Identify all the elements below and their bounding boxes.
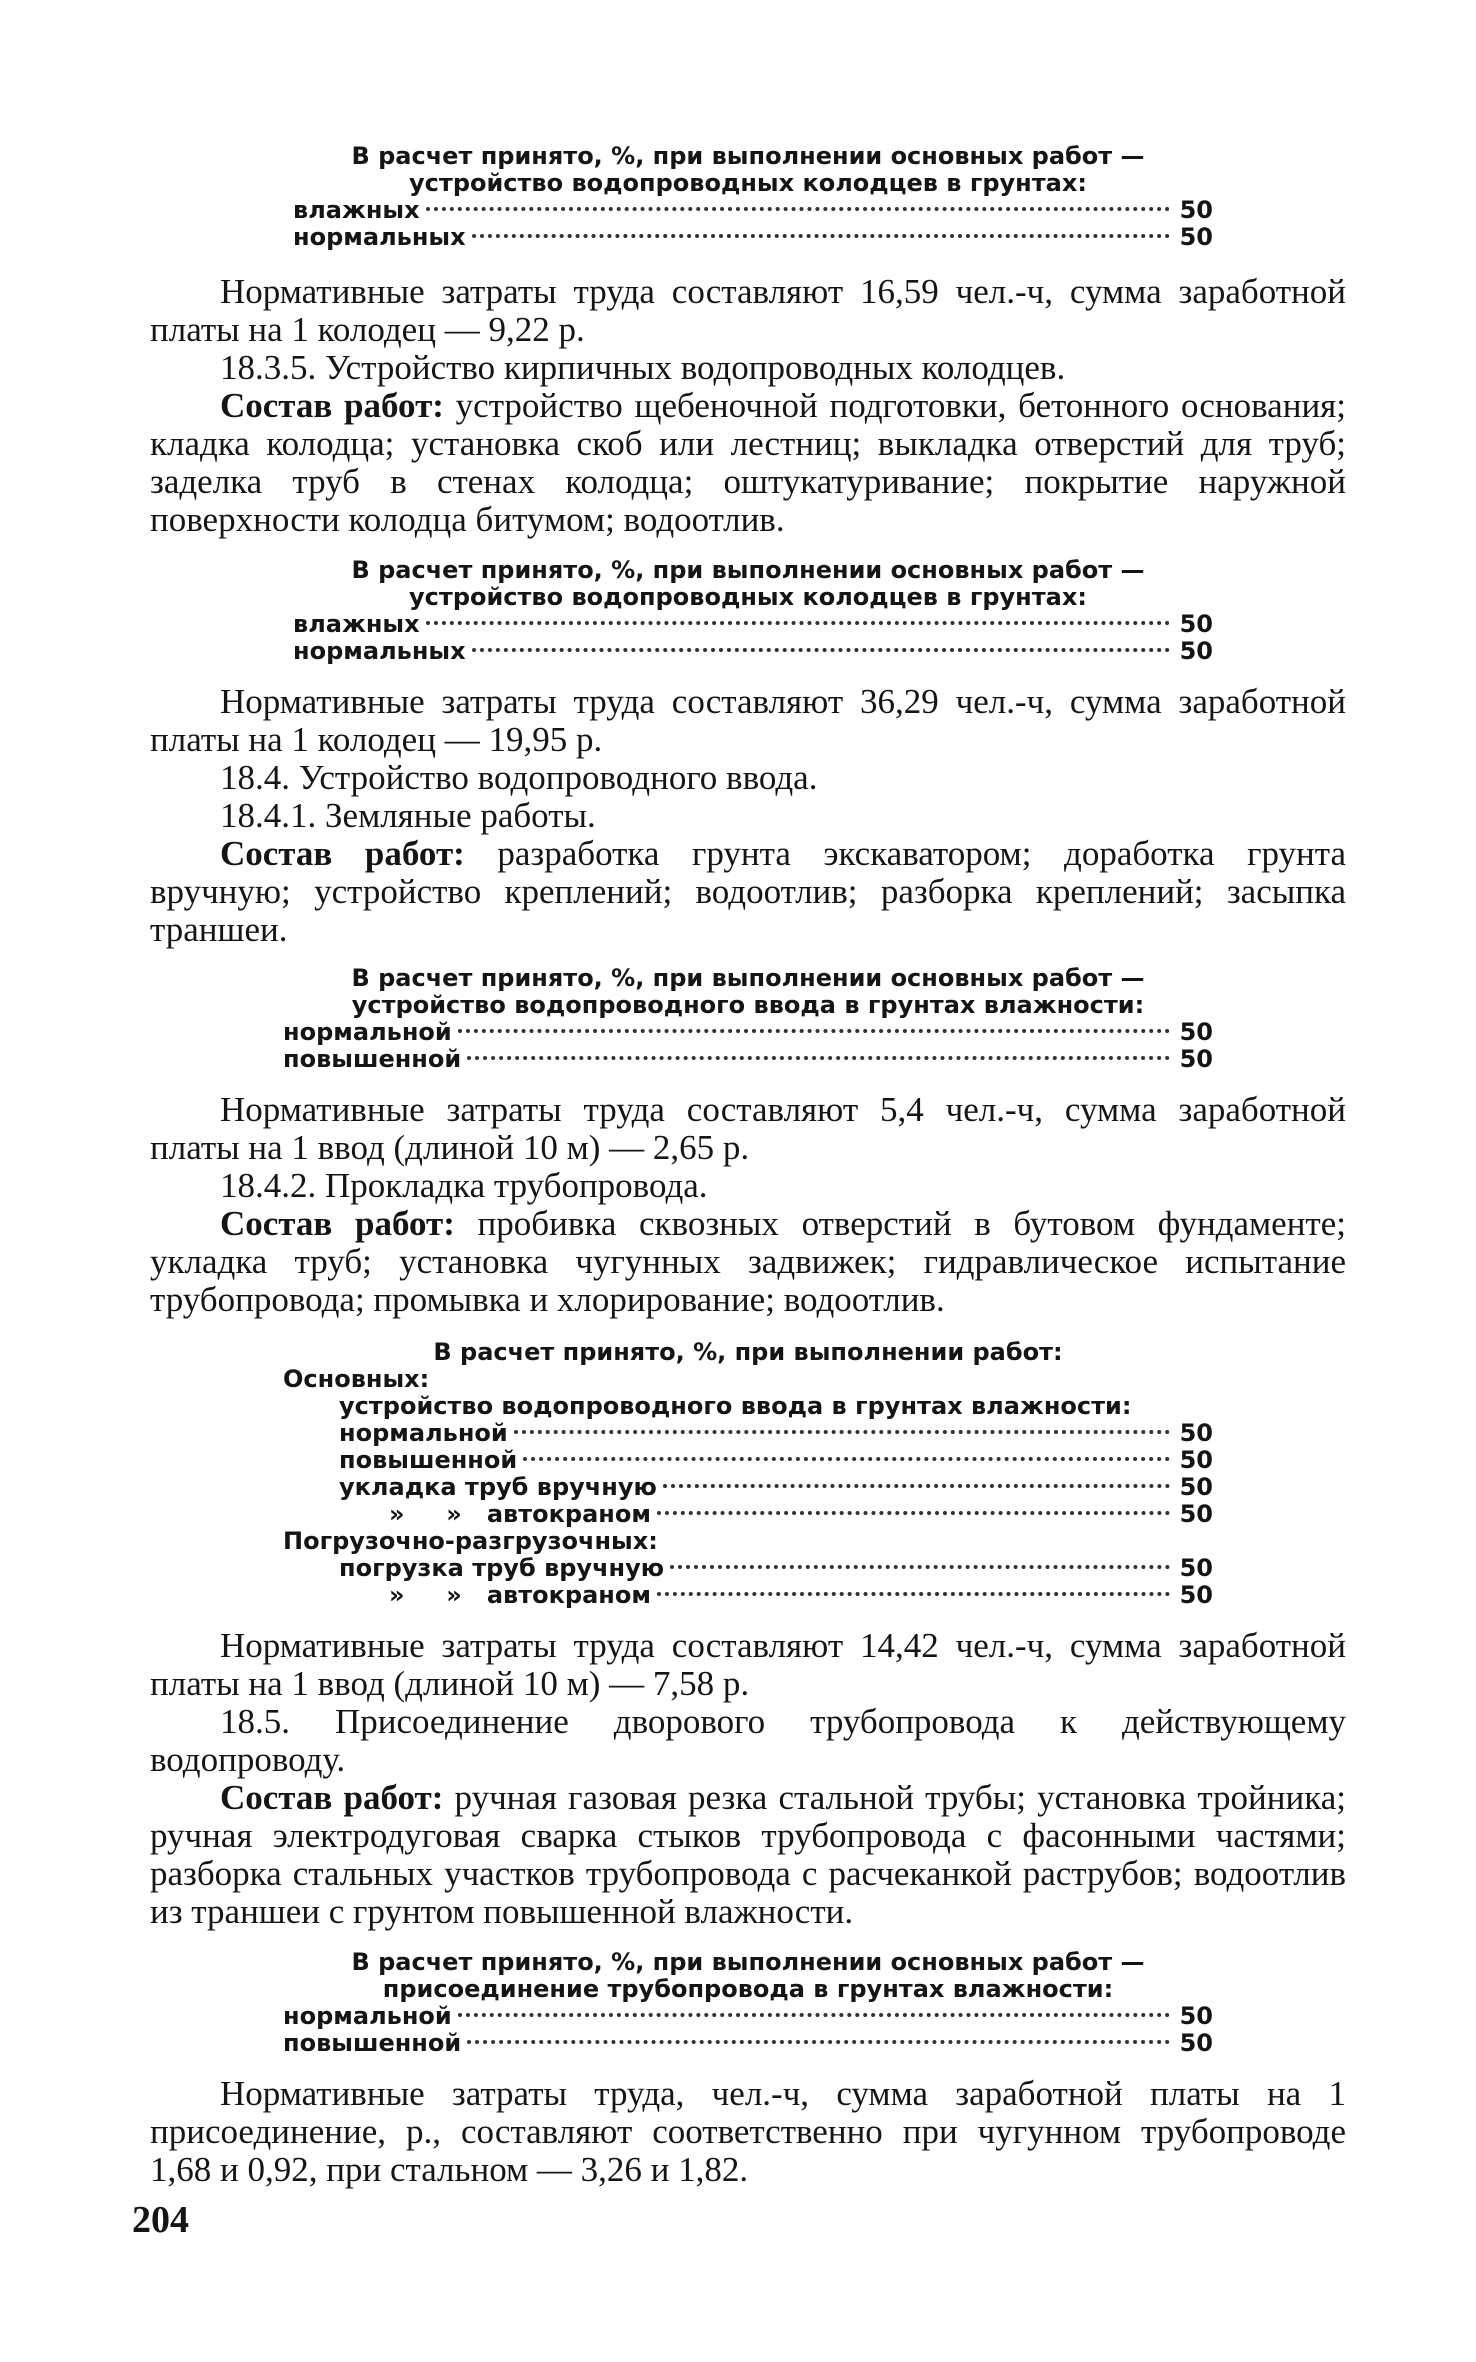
section-heading: 18.4.1. Земляные работы.	[220, 796, 596, 835]
calc-block-1-head-1: В расчет принято, %, при выполнении основных работ —	[351, 142, 1145, 170]
calc-row: нормальной 50	[339, 1419, 1213, 1447]
calc-row: нормальных 50	[293, 637, 1213, 665]
paragraph: Нормативные затраты труда, чел.-ч, сумма заработной платы на 1 присоединение, р., составляют соответственно при чугунном трубопроводе 1,68 и 0,92, при стальном — 3,26 и 1,82.	[150, 2074, 1346, 2189]
group-heading: Основных:	[283, 1365, 430, 1393]
calc-block-1	[283, 143, 1213, 251]
paragraph: Нормативные затраты труда составляют 36,29 чел.-ч, сумма заработной платы на 1 колодец — 19,95 р.	[150, 682, 1346, 759]
calc-block-3-head-1: В расчет принято, %, при выполнении основных работ —	[351, 964, 1145, 992]
calc-row: нормальной 50	[283, 1018, 1213, 1046]
text-section-1	[150, 273, 1346, 539]
group-heading: Погрузочно-разгрузочных:	[283, 1527, 658, 1555]
calc-block-4	[283, 1339, 1213, 1609]
calc-row: нормальных 50	[293, 223, 1213, 251]
calc-block-5-head-2: присоединение трубопровода в грунтах влажности:	[382, 1975, 1114, 2003]
calc-block-3-head-2: устройство водопроводного ввода в грунтах влажности:	[351, 991, 1145, 1019]
paragraph: Нормативные затраты труда составляют 5,4 чел.-ч, сумма заработной платы на 1 ввод (длиной 10 м) — 2,65 р.	[150, 1090, 1346, 1167]
paragraph: Состав работ: устройство щебеночной подготовки, бетонного основания; кладка колодца; установка скоб или лестниц; выкладка отверстий для труб; заделка труб в стенах колодца; оштукатуривание; покрытие наружной поверхности колодца битумом; водоотлив.	[150, 386, 1346, 539]
group-subheading: устройство водопроводного ввода в грунтах влажности:	[339, 1392, 1132, 1420]
text-section-3	[150, 1091, 1346, 1319]
calc-block-2	[283, 557, 1213, 665]
section-heading: 18.4. Устройство водопроводного ввода.	[220, 758, 818, 797]
calc-block-3	[283, 965, 1213, 1073]
paragraph: Состав работ: разработка грунта экскаватором; доработка грунта вручную; устройство креплений; водоотлив; разборка креплений; засыпка траншеи.	[150, 834, 1346, 949]
calc-block-4-head: В расчет принято, %, при выполнении работ:	[433, 1338, 1063, 1366]
calc-block-2-head-1: В расчет принято, %, при выполнении основных работ —	[351, 556, 1145, 584]
calc-block-1-head-2: устройство водопроводных колодцев в грунтах:	[409, 169, 1087, 197]
calc-row: » » автокраном 50	[389, 1500, 1213, 1528]
calc-row: » » автокраном 50	[389, 1581, 1213, 1609]
calc-row: укладка труб вручную 50	[339, 1473, 1213, 1501]
calc-block-2-head-2: устройство водопроводных колодцев в грунтах:	[409, 583, 1087, 611]
text-section-4	[150, 1627, 1346, 1931]
calc-row: повышенной 50	[283, 2029, 1213, 2057]
calc-row: нормальной 50	[283, 2002, 1213, 2030]
page-number: 204	[132, 2199, 189, 2241]
calc-row: погрузка труб вручную 50	[339, 1554, 1213, 1582]
calc-block-5-head-1: В расчет принято, %, при выполнении основных работ —	[351, 1948, 1145, 1976]
paragraph: Состав работ: пробивка сквозных отверстий в бутовом фундаменте; укладка труб; установка чугунных задвижек; гидравлическое испытание трубопровода; промывка и хлорирование; водоотлив.	[150, 1204, 1346, 1319]
paragraph: Нормативные затраты труда составляют 14,42 чел.-ч, сумма заработной платы на 1 ввод (длиной 10 м) — 7,58 р.	[150, 1626, 1346, 1703]
section-heading: 18.3.5. Устройство кирпичных водопроводных колодцев.	[220, 348, 1066, 387]
calc-block-5	[283, 1949, 1213, 2057]
section-heading: 18.5. Присоединение дворового трубопровода к действующему водопроводу.	[150, 1702, 1346, 1779]
section-heading: 18.4.2. Прокладка трубопровода.	[220, 1166, 708, 1205]
paragraph: Нормативные затраты труда составляют 16,59 чел.-ч, сумма заработной платы на 1 колодец — 9,22 р.	[150, 272, 1346, 349]
paragraph: Состав работ: ручная газовая резка стальной трубы; установка тройника; ручная электродуговая сварка стыков трубопровода с фасонными частями; разборка стальных участков трубопровода с расчеканкой раструбов; водоотлив из траншеи с грунтом повышенной влажности.	[150, 1778, 1346, 1931]
calc-row: влажных 50	[293, 610, 1213, 638]
calc-row: влажных 50	[293, 196, 1213, 224]
text-section-5	[150, 2075, 1346, 2189]
text-section-2	[150, 683, 1346, 949]
calc-row: повышенной 50	[339, 1446, 1213, 1474]
calc-row: повышенной 50	[283, 1045, 1213, 1073]
